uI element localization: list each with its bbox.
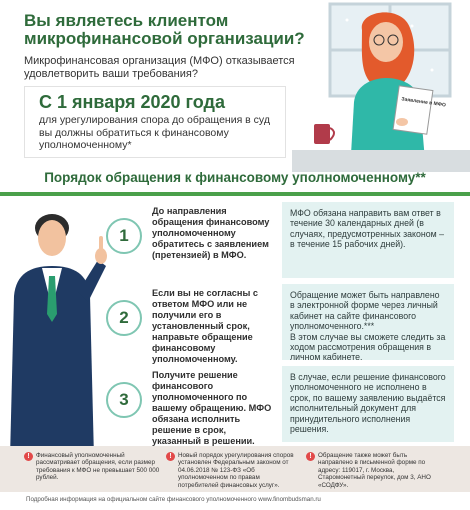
- step-info-1: [282, 202, 454, 278]
- step-row-3: [106, 366, 454, 446]
- footer-note-2-text: Новый порядок урегулирования споров установлен Федеральным законом от 04.06.2018 № 123-ФЗ «Об уполномоченном по правам потребителей финансовых услуг».: [178, 452, 294, 489]
- step-text-3: Получите решение финансового уполномоченного по вашему обращению. МФО обязана исполнить решение в срок, указанный в решении.: [152, 370, 272, 446]
- step-left-3: [106, 366, 276, 446]
- warning-icon: !: [24, 452, 33, 461]
- date-title: С 1 января 2020 года: [39, 92, 225, 112]
- step-text-1: До направления обращения финансовому уполномоченному обратитесь с заявлением (претензией) в МФО.: [152, 206, 270, 260]
- step-info-2-p2: В этом случае вы сможете следить за ходом рассмотрения обращения в личном кабинете.: [290, 331, 446, 363]
- step-info-1-p1: МФО обязана направить вам ответ в течение 30 календарных дней (в случаях, предусмотренных законом – в течение 15 рабочих дней).: [290, 208, 444, 250]
- date-card: [24, 86, 286, 158]
- step-number-1: 1: [106, 218, 142, 254]
- warning-icon: !: [166, 452, 175, 461]
- footer-note-3: [306, 452, 442, 489]
- footer-note-3-text: Обращение также может быть направлено в письменной форме по адресу: 119017, г. Москва, Старомонетный переулок, дом 3, АНО «СОДФУ».: [318, 452, 431, 489]
- footer-note-1-text: Финансовый уполномоченный рассматривает обращения, если размер требования к МФО не превышает 500 000 рублей.: [36, 452, 160, 482]
- footer-note-1: [24, 452, 160, 486]
- step-number-2: 2: [106, 300, 142, 336]
- step-text-2: Если вы не согласны с ответом МФО или не получили его в установленный срок, направьте обращение финансовому уполномоченному.: [152, 288, 258, 364]
- section-title: Порядок обращения к финансовому уполномоченному**: [44, 170, 426, 185]
- footer-notes: [0, 446, 470, 492]
- step-info-2-p1: Обращение может быть направлено в электронной форме через личный кабинет на сайте финансового уполномоченного.***: [290, 290, 440, 332]
- hero-title: Вы являетесь клиентом микрофинансовой организации?: [24, 11, 305, 48]
- woman-reading-illustration: [292, 0, 470, 172]
- date-text: для урегулирования спора до обращения в суд вы должны обратиться к финансовому уполномоченному*: [39, 114, 270, 151]
- footer-website-note: Подробная информация на официальном сайте финансового уполномоченного www.finombudsman.ru: [26, 496, 321, 503]
- step-info-3: [282, 366, 454, 442]
- step-left-1: [106, 202, 276, 272]
- hero-section: [0, 0, 470, 172]
- step-row-2: [106, 284, 454, 364]
- step-row-1: [106, 202, 454, 272]
- hero-subtitle: Микрофинансовая организация (МФО) отказывается удовлетворить ваши требования?: [24, 55, 295, 80]
- footer-note-2: [166, 452, 302, 489]
- step-number-3: 3: [106, 382, 142, 418]
- step-left-2: [106, 284, 276, 364]
- letter-heading: Заявление в МФО: [400, 96, 447, 109]
- step-info-2: [282, 284, 454, 363]
- step-info-3-p1: В случае, если решение финансового уполномоченного не исполнено в срок, по вашему заявлению выдаётся исполнительный документ для принудительного исполнения решения.: [290, 372, 446, 435]
- warning-icon: !: [306, 452, 315, 461]
